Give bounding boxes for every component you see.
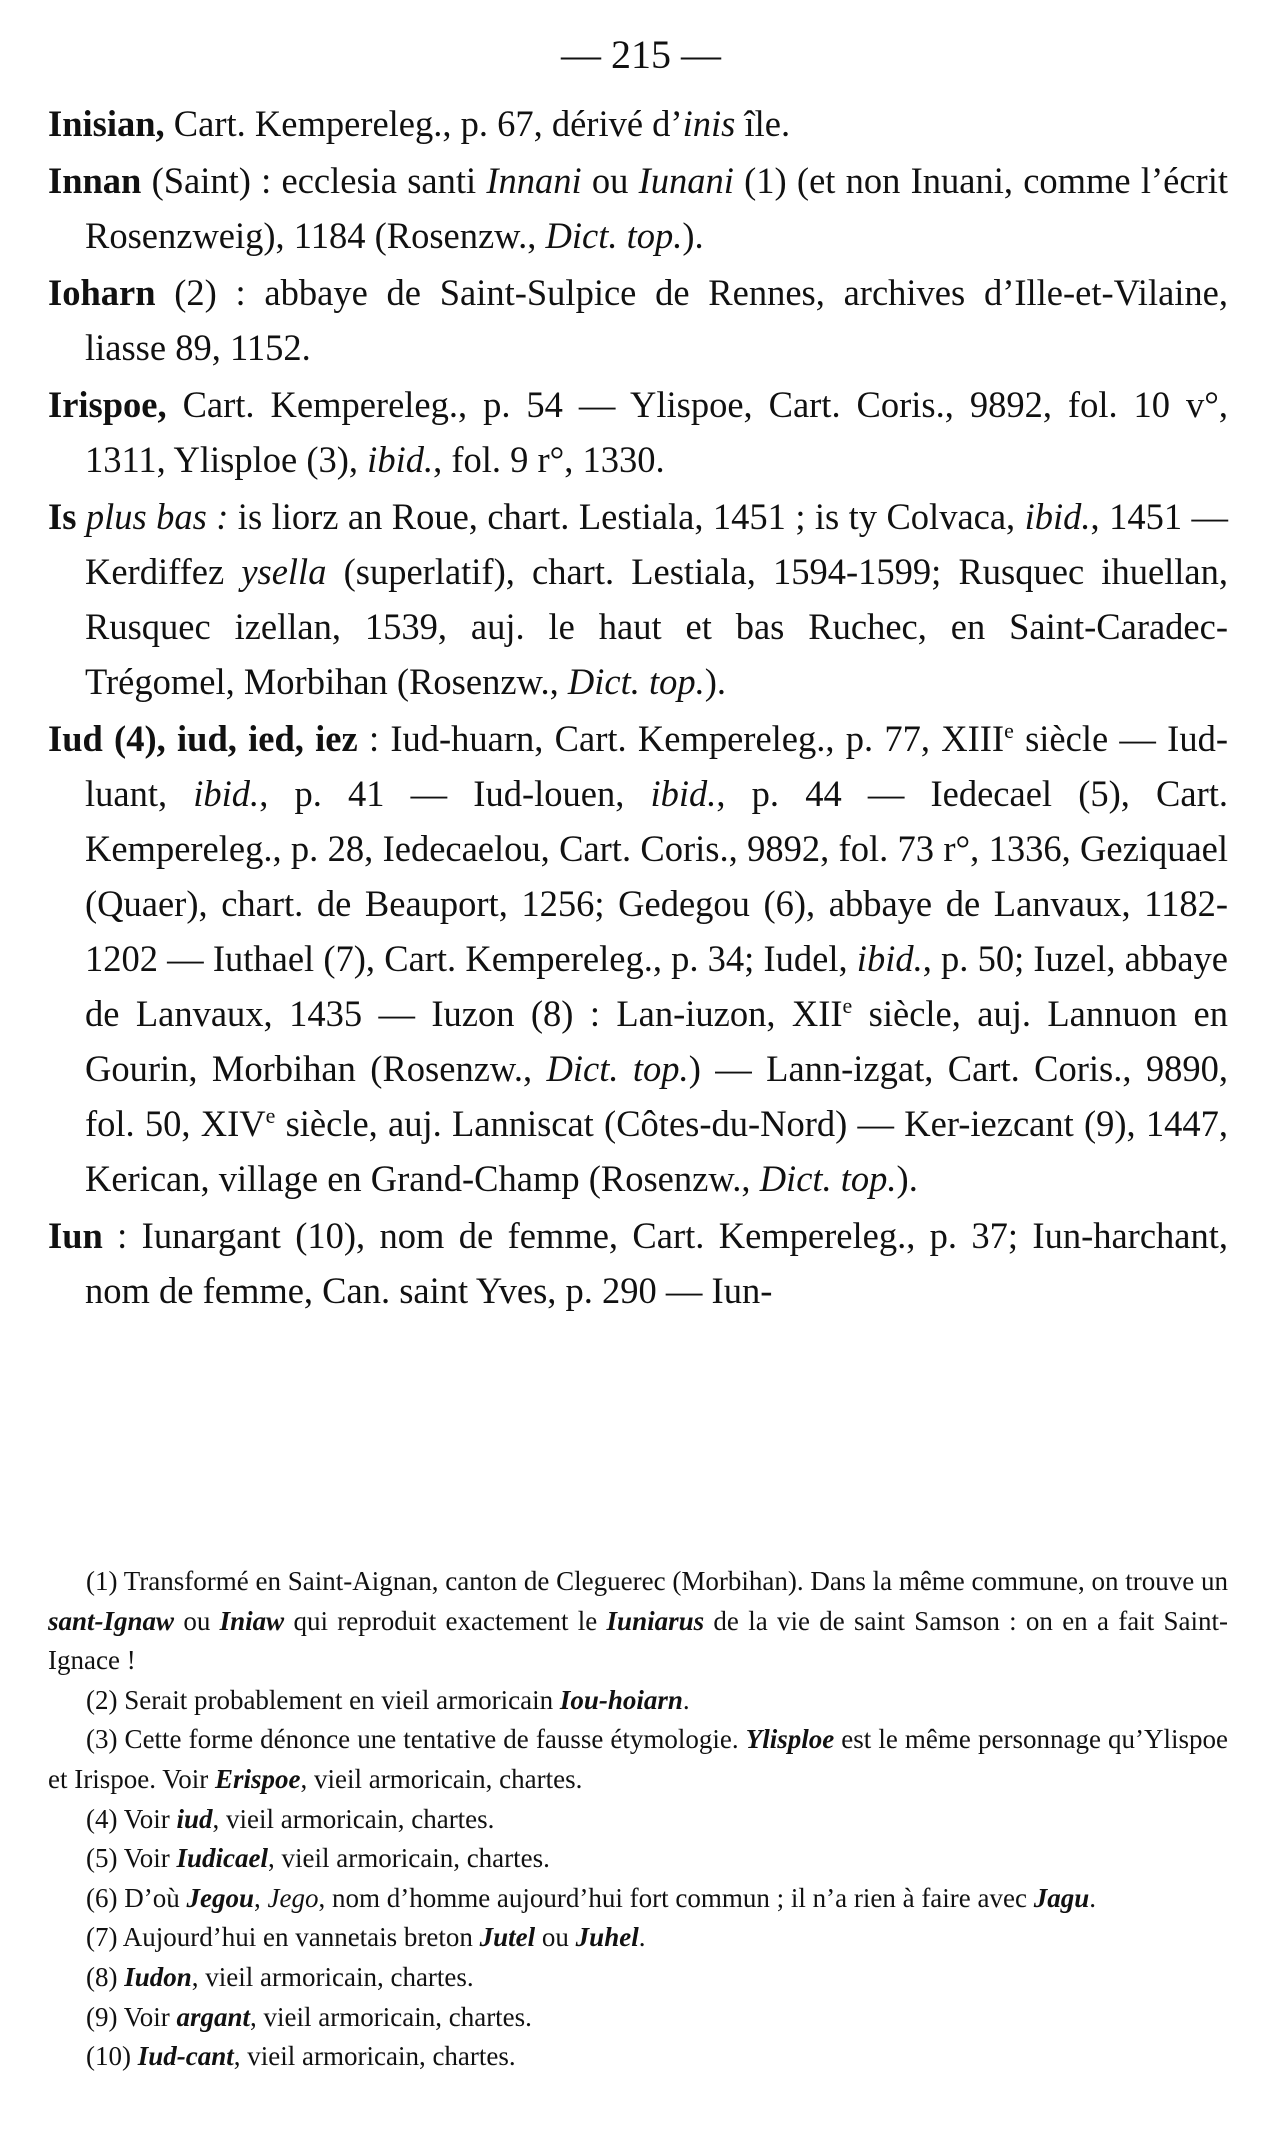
footnote — [48, 1800, 1228, 1840]
text-run: Cart. Kempereleg., p. 67, dérivé d’ — [164, 103, 683, 144]
text-run: , vieil armoricain, chartes. — [233, 2041, 516, 2072]
italic-text: ibid. — [193, 773, 260, 814]
italic-text: plus bas : — [85, 496, 229, 537]
text-run: , vieil armoricain, chartes. — [191, 1961, 474, 1992]
text-run: ). — [682, 215, 704, 256]
italic-text: Innani — [486, 160, 582, 201]
text-run: (1) (et non Inuani, comme l’écrit Rosenzweig), 1184 (Rosenzw., — [85, 160, 1228, 256]
footnote — [48, 1720, 1228, 1799]
italic-text: ysella — [241, 551, 327, 592]
dictionary-entry — [48, 265, 1228, 375]
text-run: is liorz an Roue, chart. Lestiala, 1451 ; is ty Colvaca, — [228, 496, 1025, 537]
text-run: , vieil armoricain, chartes. — [300, 1763, 583, 1794]
text-run: , vieil armoricain, chartes. — [268, 1843, 550, 1874]
italic-text: Dict. top. — [546, 1048, 689, 1089]
text-run: , p. 50; Iuzel, abbaye de Lanvaux, 1435 — Iuzon (8) : Lan-iuzon, XII — [85, 938, 1228, 1034]
text-run: , 1451 — Kerdiffez — [85, 496, 1228, 592]
text-run: (7) Aujourd’hui en vannetais breton — [86, 1922, 480, 1953]
italic-text: inis — [682, 103, 736, 144]
text-run: (5) Voir — [86, 1843, 177, 1874]
text-run: siècle, auj. Lannuon en Gourin, Morbihan (Rosenzw., — [85, 993, 1228, 1089]
dictionary-entry — [48, 377, 1228, 487]
dictionary-entry — [48, 711, 1228, 1206]
text-run: , p. 41 — Iud-louen, — [259, 773, 651, 814]
text-run: ou — [581, 160, 639, 201]
italic-text: argant — [176, 2001, 251, 2032]
dictionary-entries — [48, 96, 1228, 1320]
text-run: : Iud-huarn, Cart. Kempereleg., p. 77, XIII — [357, 718, 1005, 759]
text-run: (4) Voir — [86, 1803, 177, 1834]
text-run: , vieil armoricain, chartes. — [250, 2001, 532, 2032]
text-run: est le même personnage qu’Ylispoe et Irispoe. Voir — [48, 1724, 1228, 1794]
entry-headword: Innan — [48, 160, 142, 201]
superscript: e — [265, 1102, 276, 1128]
footnotes — [48, 1562, 1228, 2077]
text-run: , — [253, 1882, 268, 1913]
superscript: e — [842, 992, 853, 1018]
italic-text: ibid. — [367, 439, 434, 480]
text-run: Cart. Kempereleg., p. 54 — Ylispoe, Cart. Coris., 9892, fol. 10 v°, 1311, Ylisploe (3), — [85, 384, 1228, 480]
italic-text: Iou-hoiarn — [559, 1684, 683, 1715]
text-run: (Saint) : ecclesia santi — [141, 160, 487, 201]
italic-text: Jegou — [186, 1882, 254, 1913]
footnote — [48, 1998, 1228, 2038]
italic-text: Dict. top. — [759, 1158, 897, 1199]
dictionary-entry — [48, 1208, 1228, 1318]
text-run: qui reproduit exactement le — [284, 1605, 607, 1636]
entry-headword: Ioharn — [48, 272, 156, 313]
text-run: (6) D’où — [86, 1882, 187, 1913]
footnote — [48, 1958, 1228, 1998]
footnote — [48, 1681, 1228, 1721]
italic-text: Iudon — [124, 1961, 192, 1992]
entry-headword: Iun — [48, 1215, 103, 1256]
italic-text: Iunani — [638, 160, 734, 201]
entry-headword: Irispoe, — [48, 384, 167, 425]
italic-text: Iudicael — [176, 1843, 269, 1874]
dictionary-entry — [48, 489, 1228, 709]
footnote — [48, 1839, 1228, 1879]
text-run: siècle, auj. Lanniscat (Côtes-du-Nord) — Ker-iezcant (9), 1447, Kerican, village en Grand-Champ (Rosenzw., — [85, 1103, 1228, 1199]
text-run: (superlatif), chart. Lestiala, 1594-1599; Rusquec ihuellan, Rusquec izellan, 1539, auj. le haut et bas Ruchec, en Saint-Caradec-Trégomel, Morbihan (Rosenzw., — [85, 551, 1229, 702]
text-run: . — [1089, 1882, 1096, 1913]
text-run: : Iunargant (10), nom de femme, Cart. Kempereleg., p. 37; Iun-harchant, nom de femme, Can. saint Yves, p. 290 — Iun- — [85, 1215, 1228, 1311]
page-number: — 215 — — [561, 32, 721, 77]
text-run: (3) Cette forme dénonce une tentative de fausse étymologie. — [86, 1724, 746, 1755]
text-run: ou — [535, 1922, 576, 1953]
text-run: (10) — [86, 2041, 138, 2072]
italic-text: Erispoe — [214, 1763, 301, 1794]
text-run: (2) : abbaye de Saint-Sulpice de Rennes, archives d’Ille-et-Vilaine, liasse 89, 1152. — [85, 272, 1228, 368]
text-run: , p. 44 — Iedecael (5), Cart. Kempereleg., p. 28, Iedecaelou, Cart. Coris., 9892, fol. 73 r°, 1336, Geziquael (Quaer), chart. de Beauport, 1256; Gedegou (6), abbaye de Lanvaux, 1182-1202 — Iuthael (7), Cart. Kempereleg., p. 34; Iudel, — [85, 773, 1228, 979]
italic-text: ibid. — [1024, 496, 1091, 537]
text-run: (2) Serait probablement en vieil armoricain — [86, 1684, 560, 1715]
text-run: ). — [896, 1158, 918, 1199]
dictionary-entry — [48, 96, 1228, 151]
italic-text: Iniaw — [219, 1605, 285, 1636]
text-run: île. — [735, 103, 791, 144]
text-run: , fol. 9 r°, 1330. — [433, 439, 665, 480]
italic-text: Dict. top. — [567, 661, 705, 702]
text-run: ). — [704, 661, 727, 702]
italic-text: sant-Ignaw — [48, 1605, 175, 1636]
text-run: (1) Transformé en Saint-Aignan, canton de Cleguerec (Morbihan). Dans la même commune, on trouve un — [86, 1566, 1228, 1596]
text-run: , nom d’homme aujourd’hui fort commun ; il n’a rien à faire avec — [318, 1882, 1034, 1913]
text-run: (9) Voir — [86, 2001, 177, 2032]
text-run: (8) — [86, 1961, 125, 1992]
superscript: e — [1004, 717, 1014, 743]
text-run — [76, 496, 85, 537]
italic-text: Juhel — [575, 1922, 639, 1953]
italic-text: iud — [176, 1803, 213, 1834]
footnote — [48, 2037, 1228, 2077]
italic-text: Iuniarus — [606, 1605, 705, 1636]
text-run: de la vie de saint Samson : on en a fait Saint-Ignace ! — [48, 1605, 1229, 1676]
footnote — [48, 1562, 1228, 1681]
italic-text: ibid. — [650, 773, 717, 814]
footnote — [48, 1879, 1228, 1919]
text-run: ) — Lann-izgat, Cart. Coris., 9890, fol. 50, XIV — [85, 1048, 1229, 1144]
italic-text: Jego — [267, 1882, 319, 1913]
footnote — [48, 1918, 1228, 1958]
entry-headword: Iud (4), iud, ied, iez — [48, 718, 358, 759]
italic-text: Iud-cant — [137, 2041, 234, 2072]
italic-text: Ylisploe — [745, 1724, 835, 1755]
italic-text: Jagu — [1033, 1882, 1090, 1913]
entry-headword: Inisian, — [48, 103, 165, 144]
italic-text: ibid. — [856, 938, 923, 979]
dictionary-entry — [48, 153, 1228, 263]
text-run: ou — [174, 1605, 220, 1636]
entry-headword: Is — [48, 496, 77, 537]
text-run: siècle — Iud-luant, — [85, 718, 1228, 814]
text-run: . — [682, 1684, 690, 1715]
text-run: , vieil armoricain, chartes. — [212, 1803, 495, 1834]
italic-text: Dict. top. — [545, 215, 683, 256]
italic-text: Jutel — [479, 1922, 536, 1953]
text-run: . — [638, 1922, 646, 1953]
